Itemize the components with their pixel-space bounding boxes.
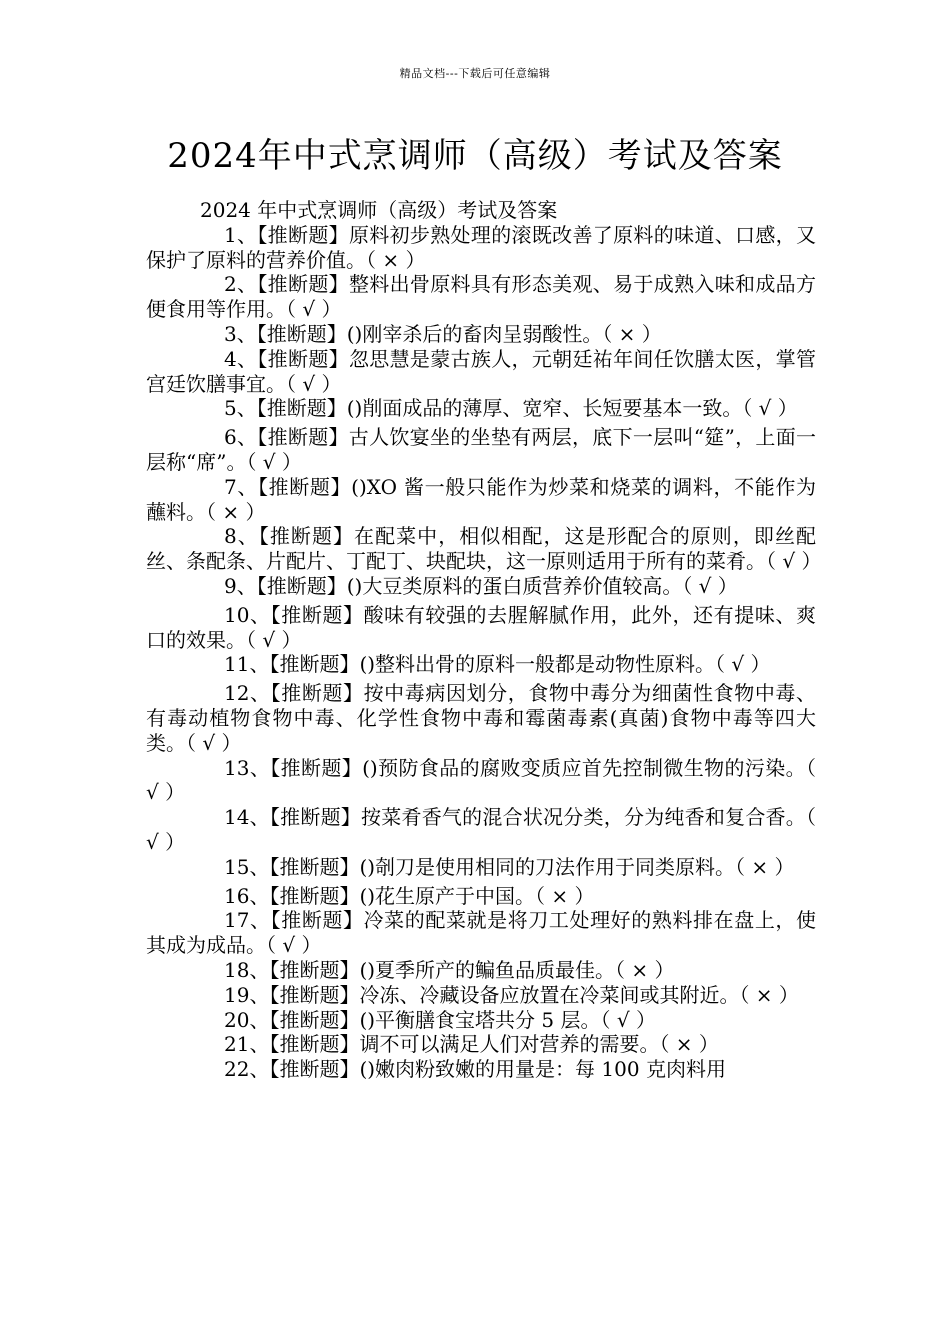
- question-item: 14、【推断题】按菜肴香气的混合状况分类，分为纯香和复合香。（ √ ）: [146, 805, 816, 854]
- document-subtitle: 2024 年中式烹调师（高级）考试及答案: [200, 198, 558, 222]
- question-item: 1、【推断题】原料初步熟处理的滚既改善了原料的味道、口感，又保护了原料的营养价值。（ × ）: [146, 222, 816, 272]
- question-item: 16、【推断题】()花生原产于中国。（ × ）: [224, 883, 595, 908]
- question-item: 2、【推断题】整料出骨原料具有形态美观、易于成熟入味和成品方便食用等作用。（ √ ）: [146, 272, 816, 322]
- question-item: 21、【推断题】调不可以满足人们对营养的需要。（ × ）: [224, 1032, 719, 1057]
- question-item: 17、【推断题】冷菜的配菜就是将刀工处理好的熟料排在盘上，使其成为成品。（ √ ）: [146, 908, 816, 958]
- question-item: 5、【推断题】()削面成品的薄厚、宽窄、长短要基本一致。（ √ ）: [224, 396, 798, 421]
- question-item: 9、【推断题】()大豆类原料的蛋白质营养价值较高。（ √ ）: [224, 573, 738, 598]
- question-item: 4、【推断题】忽思慧是蒙古族人，元朝廷祐年间任饮膳太医，掌管宫廷饮膳事宜。（ √ ）: [146, 346, 816, 396]
- question-item: 3、【推断题】()刚宰杀后的畜肉呈弱酸性。（ × ）: [224, 321, 662, 346]
- question-item: 15、【推断题】()剞刀是使用相同的刀法作用于同类原料。（ × ）: [224, 854, 795, 879]
- page-title: 2024年中式烹调师（高级）考试及答案: [167, 136, 783, 176]
- question-item: 7、【推断题】()XO 酱一般只能作为炒菜和烧菜的调料，不能作为蘸料。（ × ）: [146, 474, 816, 524]
- question-item: 10、【推断题】酸味有较强的去腥解腻作用，此外，还有提味、爽口的效果。（ √ ）: [146, 602, 816, 652]
- question-item: 20、【推断题】()平衡膳食宝塔共分 5 层。（ √ ）: [224, 1007, 656, 1032]
- question-item: 18、【推断题】()夏季所产的鳊鱼品质最佳。（ × ）: [224, 957, 675, 982]
- question-item: 19、【推断题】冷冻、冷藏设备应放置在冷菜间或其附近。（ × ）: [224, 982, 799, 1007]
- question-item: 11、【推断题】()整料出骨的原料一般都是动物性原料。（ √ ）: [224, 652, 771, 677]
- question-item: 12、【推断题】按中毒病因划分，食物中毒分为细菌性食物中毒、有毒动植物食物中毒、化学性食物中毒和霉菌毒素(真菌)食物中毒等四大类。（ √ ）: [146, 681, 816, 755]
- question-item: 13、【推断题】()预防食品的腐败变质应首先控制微生物的污染。（ √ ）: [146, 755, 816, 805]
- question-item: 8、【推断题】在配菜中，相似相配，这是形配合的原则，即丝配丝、条配条、片配片、丁配丁、块配块，这一原则适用于所有的菜肴。（ √ ）: [146, 524, 822, 574]
- question-item: 22、【推断题】()嫩肉粉致嫩的用量是：每 100 克肉料用: [224, 1057, 726, 1082]
- document-body: [146, 198, 822, 1082]
- question-item: 6、【推断题】古人饮宴坐的坐垫有两层，底下一层叫“筵”，上面一层称“席”。（ √ ）: [146, 425, 816, 474]
- header-note: 精品文档---下载后可任意编辑: [399, 67, 551, 80]
